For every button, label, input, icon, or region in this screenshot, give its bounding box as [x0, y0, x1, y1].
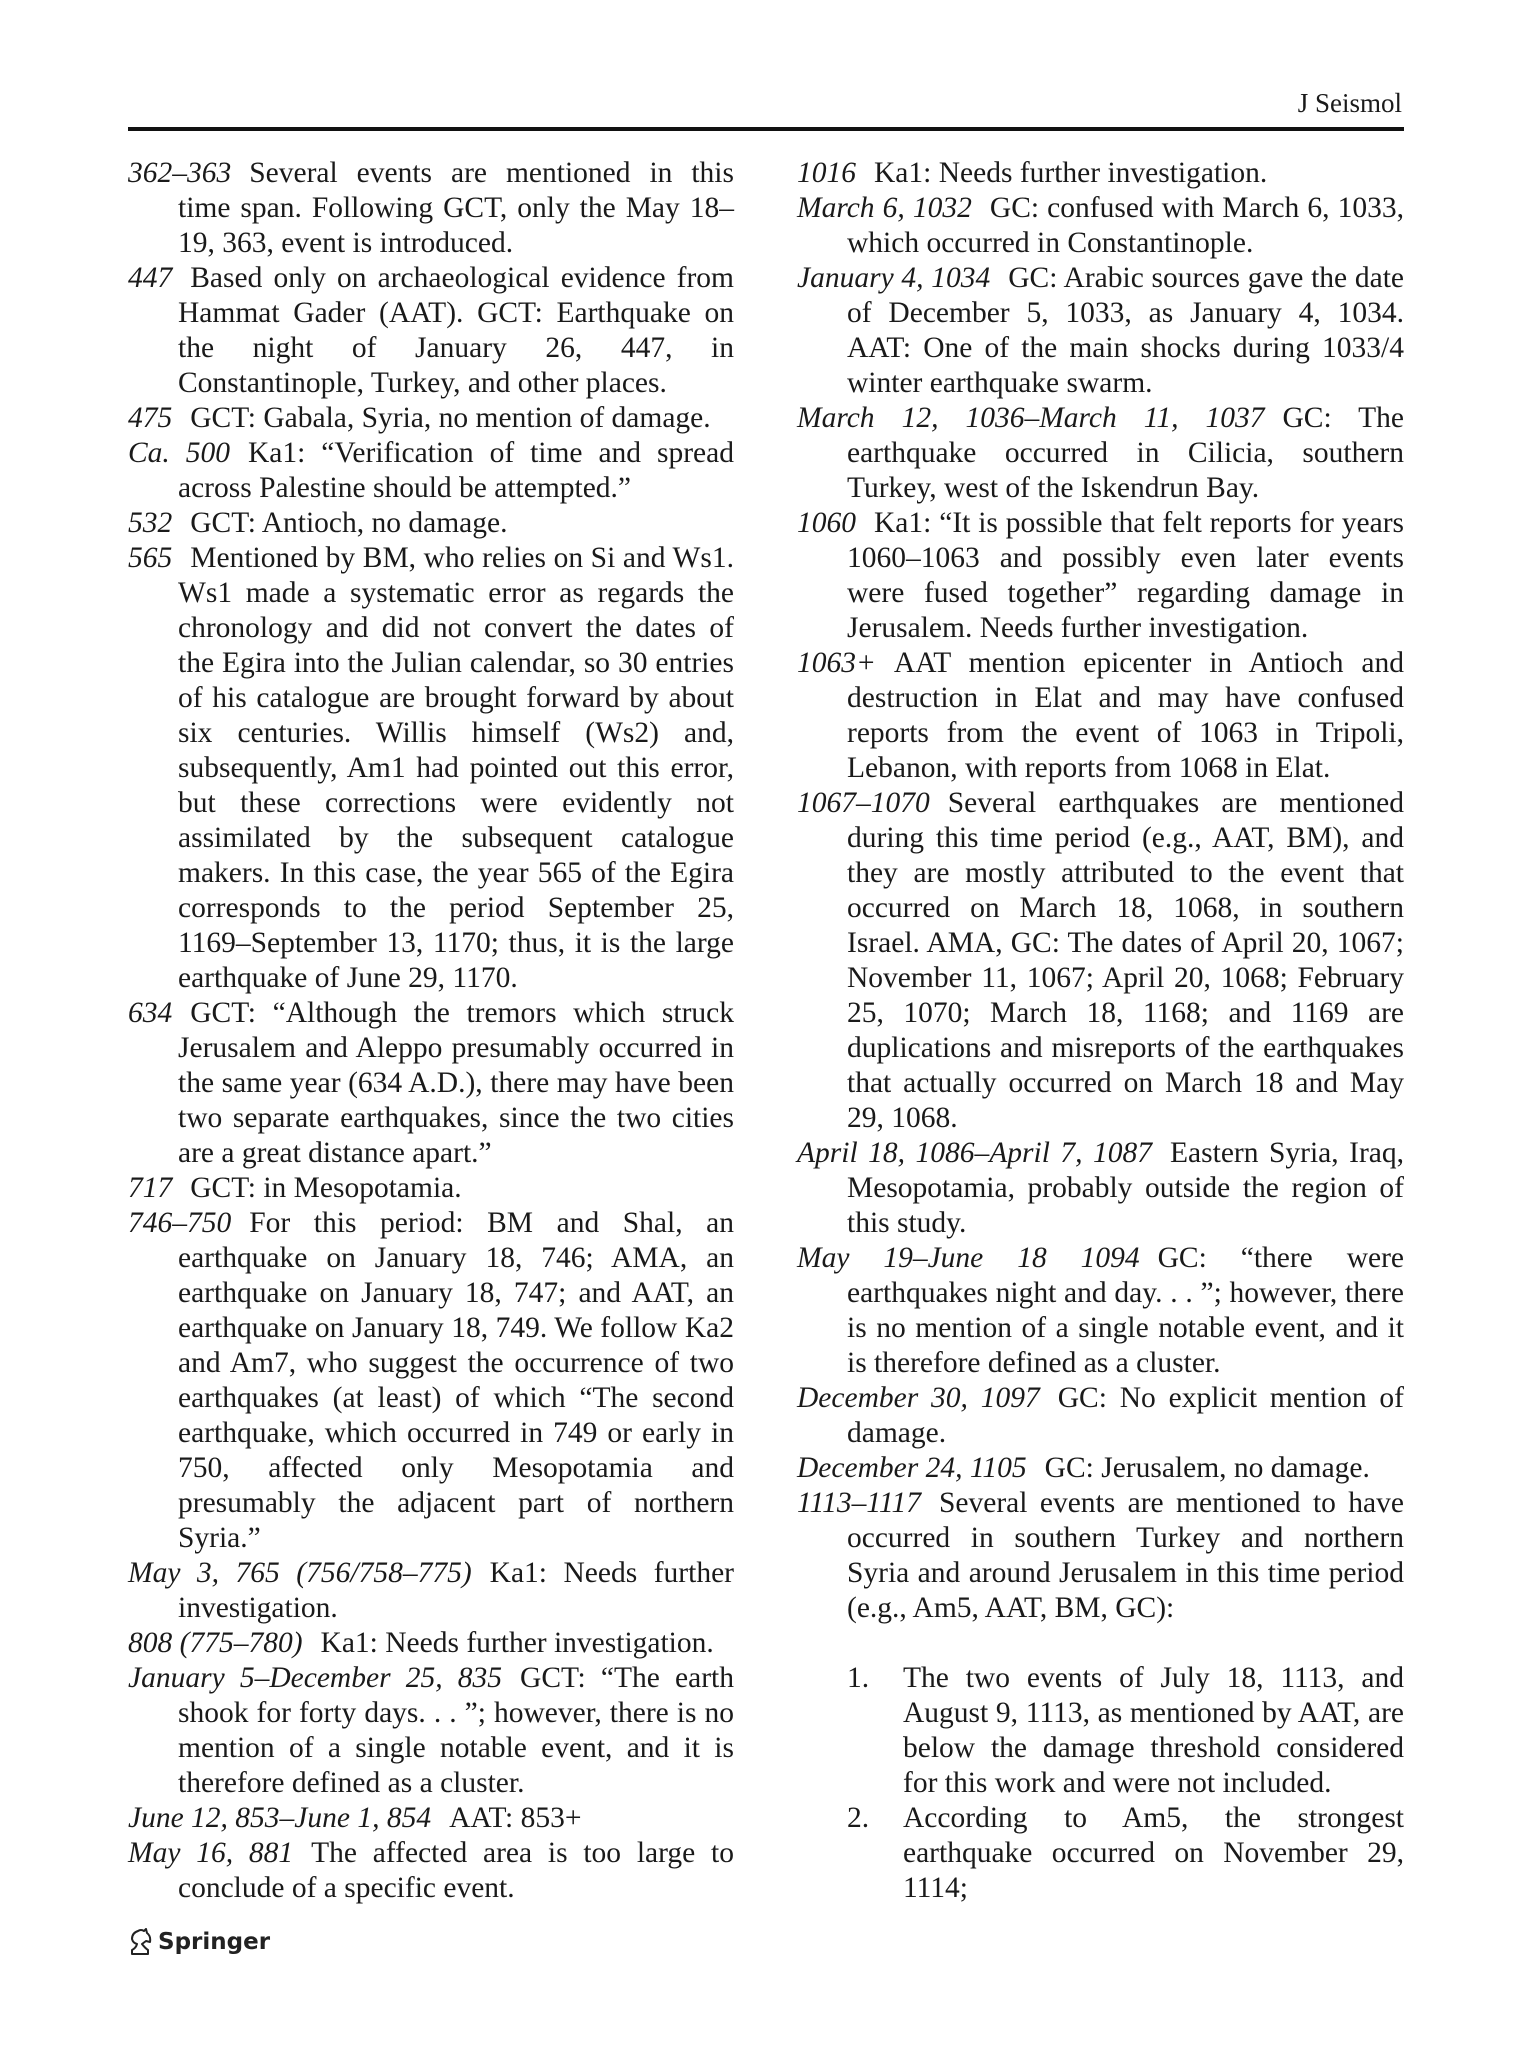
item-number: 1.: [847, 1662, 870, 1694]
item-text: According to Am5, the strongest earthquake occurred on November 29, 1114;: [903, 1802, 1404, 1904]
entry-date-label: Ca. 500: [128, 437, 230, 469]
numbered-item: [847, 1661, 1404, 1801]
entry-text: GCT: “Although the tremors which struck Jerusalem and Aleppo presumably occurred in the same year (634 A.D.), there may have been two separate earthquakes, since the two cities are a great distance apart.”: [178, 997, 734, 1169]
entry-text: GC: Arabic sources gave the date of December 5, 1033, as January 4, 1034. AAT: One of the main shocks during 1033/4 winter earthquake swarm.: [847, 262, 1405, 399]
numbered-list: [847, 1661, 1404, 1906]
catalogue-entry: [128, 1626, 734, 1661]
entry-date-label: 475: [128, 402, 173, 434]
entry-text: Ka1: Needs further investigation.: [874, 157, 1268, 189]
catalogue-entry: [797, 1136, 1404, 1241]
right-column: [797, 156, 1404, 1906]
entry-date-label: 634: [128, 997, 173, 1029]
entry-text: Ka1: Needs further investigation.: [178, 1557, 734, 1624]
entry-date-label: 1113–1117: [797, 1487, 921, 1519]
entry-text: Ka1: Needs further investigation.: [320, 1627, 714, 1659]
catalogue-entry: [797, 1486, 1404, 1626]
entry-text: GCT: Antioch, no damage.: [190, 507, 508, 539]
entry-text: GC: “there were earthquakes night and day. . . ”; however, there is no mention of a single notable event, and it is therefore defined as a cluster.: [847, 1242, 1405, 1379]
springer-logo: [128, 1928, 270, 1956]
catalogue-entry: [128, 541, 734, 996]
publisher-name: Springer: [158, 1929, 271, 1955]
entry-date-label: 1060: [797, 507, 856, 539]
catalogue-entry: [797, 261, 1404, 401]
entry-text: AAT mention epicenter in Antioch and destruction in Elat and may have confused reports from the event of 1063 in Tripoli, Lebanon, with reports from 1068 in Elat.: [847, 647, 1404, 784]
entry-date-label: 1067–1070: [797, 787, 930, 819]
entry-text: GC: The earthquake occurred in Cilicia, southern Turkey, west of the Iskendrun Bay.: [847, 402, 1404, 504]
entry-date-label: 447: [128, 262, 173, 294]
entry-date-label: June 12, 853–June 1, 854: [128, 1802, 432, 1834]
entry-date-label: 808 (775–780): [128, 1627, 303, 1659]
springer-knight-icon: [128, 1928, 154, 1956]
entry-text: GC: confused with March 6, 1033, which occurred in Constantinople.: [847, 192, 1404, 259]
catalogue-entry: [797, 401, 1404, 506]
entry-date-label: 746–750: [128, 1207, 232, 1239]
entry-text: Eastern Syria, Iraq, Mesopotamia, probably outside the region of this study.: [847, 1137, 1404, 1239]
catalogue-entry: [128, 1556, 734, 1626]
entry-text: AAT: 853+: [449, 1802, 582, 1834]
catalogue-entry: [128, 1206, 734, 1556]
catalogue-entry: [797, 506, 1404, 646]
entry-date-label: 362–363: [128, 157, 232, 189]
catalogue-entry: [128, 436, 734, 506]
entry-date-label: 1063+: [797, 647, 876, 679]
entry-text: Several events are mentioned to have occurred in southern Turkey and northern Syria and around Jerusalem in this time period (e.g., Am5, AAT, BM, GC):: [847, 1487, 1404, 1624]
right-entries: [797, 156, 1404, 1626]
entry-date-label: March 12, 1036–March 11, 1037: [797, 402, 1265, 434]
entry-date-label: 1016: [797, 157, 856, 189]
catalogue-entry: [797, 191, 1404, 261]
entry-date-label: 532: [128, 507, 173, 539]
entry-date-label: December 24, 1105: [797, 1452, 1027, 1484]
catalogue-entry: [797, 786, 1404, 1136]
entry-text: GCT: “The earth shook for forty days. . . ”; however, there is no mention of a single notable event, and it is therefore defined as a cluster.: [178, 1662, 734, 1799]
entry-date-label: December 30, 1097: [797, 1382, 1040, 1414]
entry-date-label: March 6, 1032: [797, 192, 972, 224]
catalogue-entry: [128, 156, 734, 261]
entry-text: GC: Jerusalem, no damage.: [1044, 1452, 1370, 1484]
catalogue-entry: [797, 1381, 1404, 1451]
entry-text: Ka1: “It is possible that felt reports for years 1060–1063 and possibly even later events were fused together” regarding damage in Jerusalem. Needs further investigation.: [847, 507, 1404, 644]
catalogue-entry: [128, 401, 734, 436]
entry-text: Based only on archaeological evidence from Hammat Gader (AAT). GCT: Earthquake on the night of January 26, 447, in Constantinople, Turkey, and other places.: [178, 262, 734, 399]
catalogue-entry: [128, 261, 734, 401]
entry-date-label: 717: [128, 1172, 173, 1204]
entry-date-label: May 3, 765 (756/758–775): [128, 1557, 472, 1589]
catalogue-entry: [128, 1171, 734, 1206]
entry-date-label: January 4, 1034: [797, 262, 991, 294]
catalogue-entry: [128, 1801, 734, 1836]
header-rule: [128, 127, 1404, 131]
numbered-item: [847, 1801, 1404, 1906]
entry-text: GCT: in Mesopotamia.: [190, 1172, 462, 1204]
entry-date-label: 565: [128, 542, 173, 574]
left-column: [128, 156, 734, 1906]
running-header-journal: J Seismol: [1297, 88, 1402, 118]
entry-text: The affected area is too large to conclude of a specific event.: [178, 1837, 734, 1904]
catalogue-entry: [797, 156, 1404, 191]
entry-text: GC: No explicit mention of damage.: [847, 1382, 1404, 1449]
entry-date-label: January 5–December 25, 835: [128, 1662, 503, 1694]
catalogue-entry: [797, 646, 1404, 786]
catalogue-entry: [797, 1451, 1404, 1486]
entry-text: For this period: BM and Shal, an earthquake on January 18, 746; AMA, an earthquake on January 18, 747; and AAT, an earthquake on January 18, 749. We follow Ka2 and Am7, who suggest the occurrence of two earthquakes (at least) of which “The second earthquake, which occurred in 749 or early in 750, affected only Mesopotamia and presumably the adjacent part of northern Syria.”: [178, 1207, 734, 1554]
catalogue-entry: [128, 506, 734, 541]
entry-text: Several earthquakes are mentioned during this time period (e.g., AAT, BM), and they are mostly attributed to the event that occurred on March 18, 1068, in southern Israel. AMA, GC: The dates of April 20, 1067; November 11, 1067; April 20, 1068; February 25, 1070; March 18, 1168; and 1169 are duplications and misreports of the earthquakes that actually occurred on March 18 and May 29, 1068.: [847, 787, 1404, 1134]
entry-date-label: May 16, 881: [128, 1837, 294, 1869]
catalogue-entry: [128, 996, 734, 1171]
catalogue-entry: [128, 1836, 734, 1906]
entry-date-label: May 19–June 18 1094: [797, 1242, 1140, 1274]
entry-text: Mentioned by BM, who relies on Si and Ws1. Ws1 made a systematic error as regards the chronology and did not convert the dates of the Egira into the Julian calendar, so 30 entries of his catalogue are brought forward by about six centuries. Willis himself (Ws2) and, subsequently, Am1 had pointed out this error, but these corrections were evidently not assimilated by the subsequent catalogue makers. In this case, the year 565 of the Egira corresponds to the period September 25, 1169–September 13, 1170; thus, it is the large earthquake of June 29, 1170.: [178, 542, 734, 994]
catalogue-entry: [128, 1661, 734, 1801]
entry-text: Ka1: “Verification of time and spread across Palestine should be attempted.”: [178, 437, 734, 504]
item-number: 2.: [847, 1802, 870, 1834]
entry-date-label: April 18, 1086–April 7, 1087: [797, 1137, 1153, 1169]
entry-text: Several events are mentioned in this time span. Following GCT, only the May 18–19, 363, event is introduced.: [178, 157, 734, 259]
item-text: The two events of July 18, 1113, and August 9, 1113, as mentioned by AAT, are below the damage threshold considered for this work and were not included.: [903, 1662, 1404, 1799]
entry-text: GCT: Gabala, Syria, no mention of damage.: [190, 402, 711, 434]
catalogue-entry: [797, 1241, 1404, 1381]
